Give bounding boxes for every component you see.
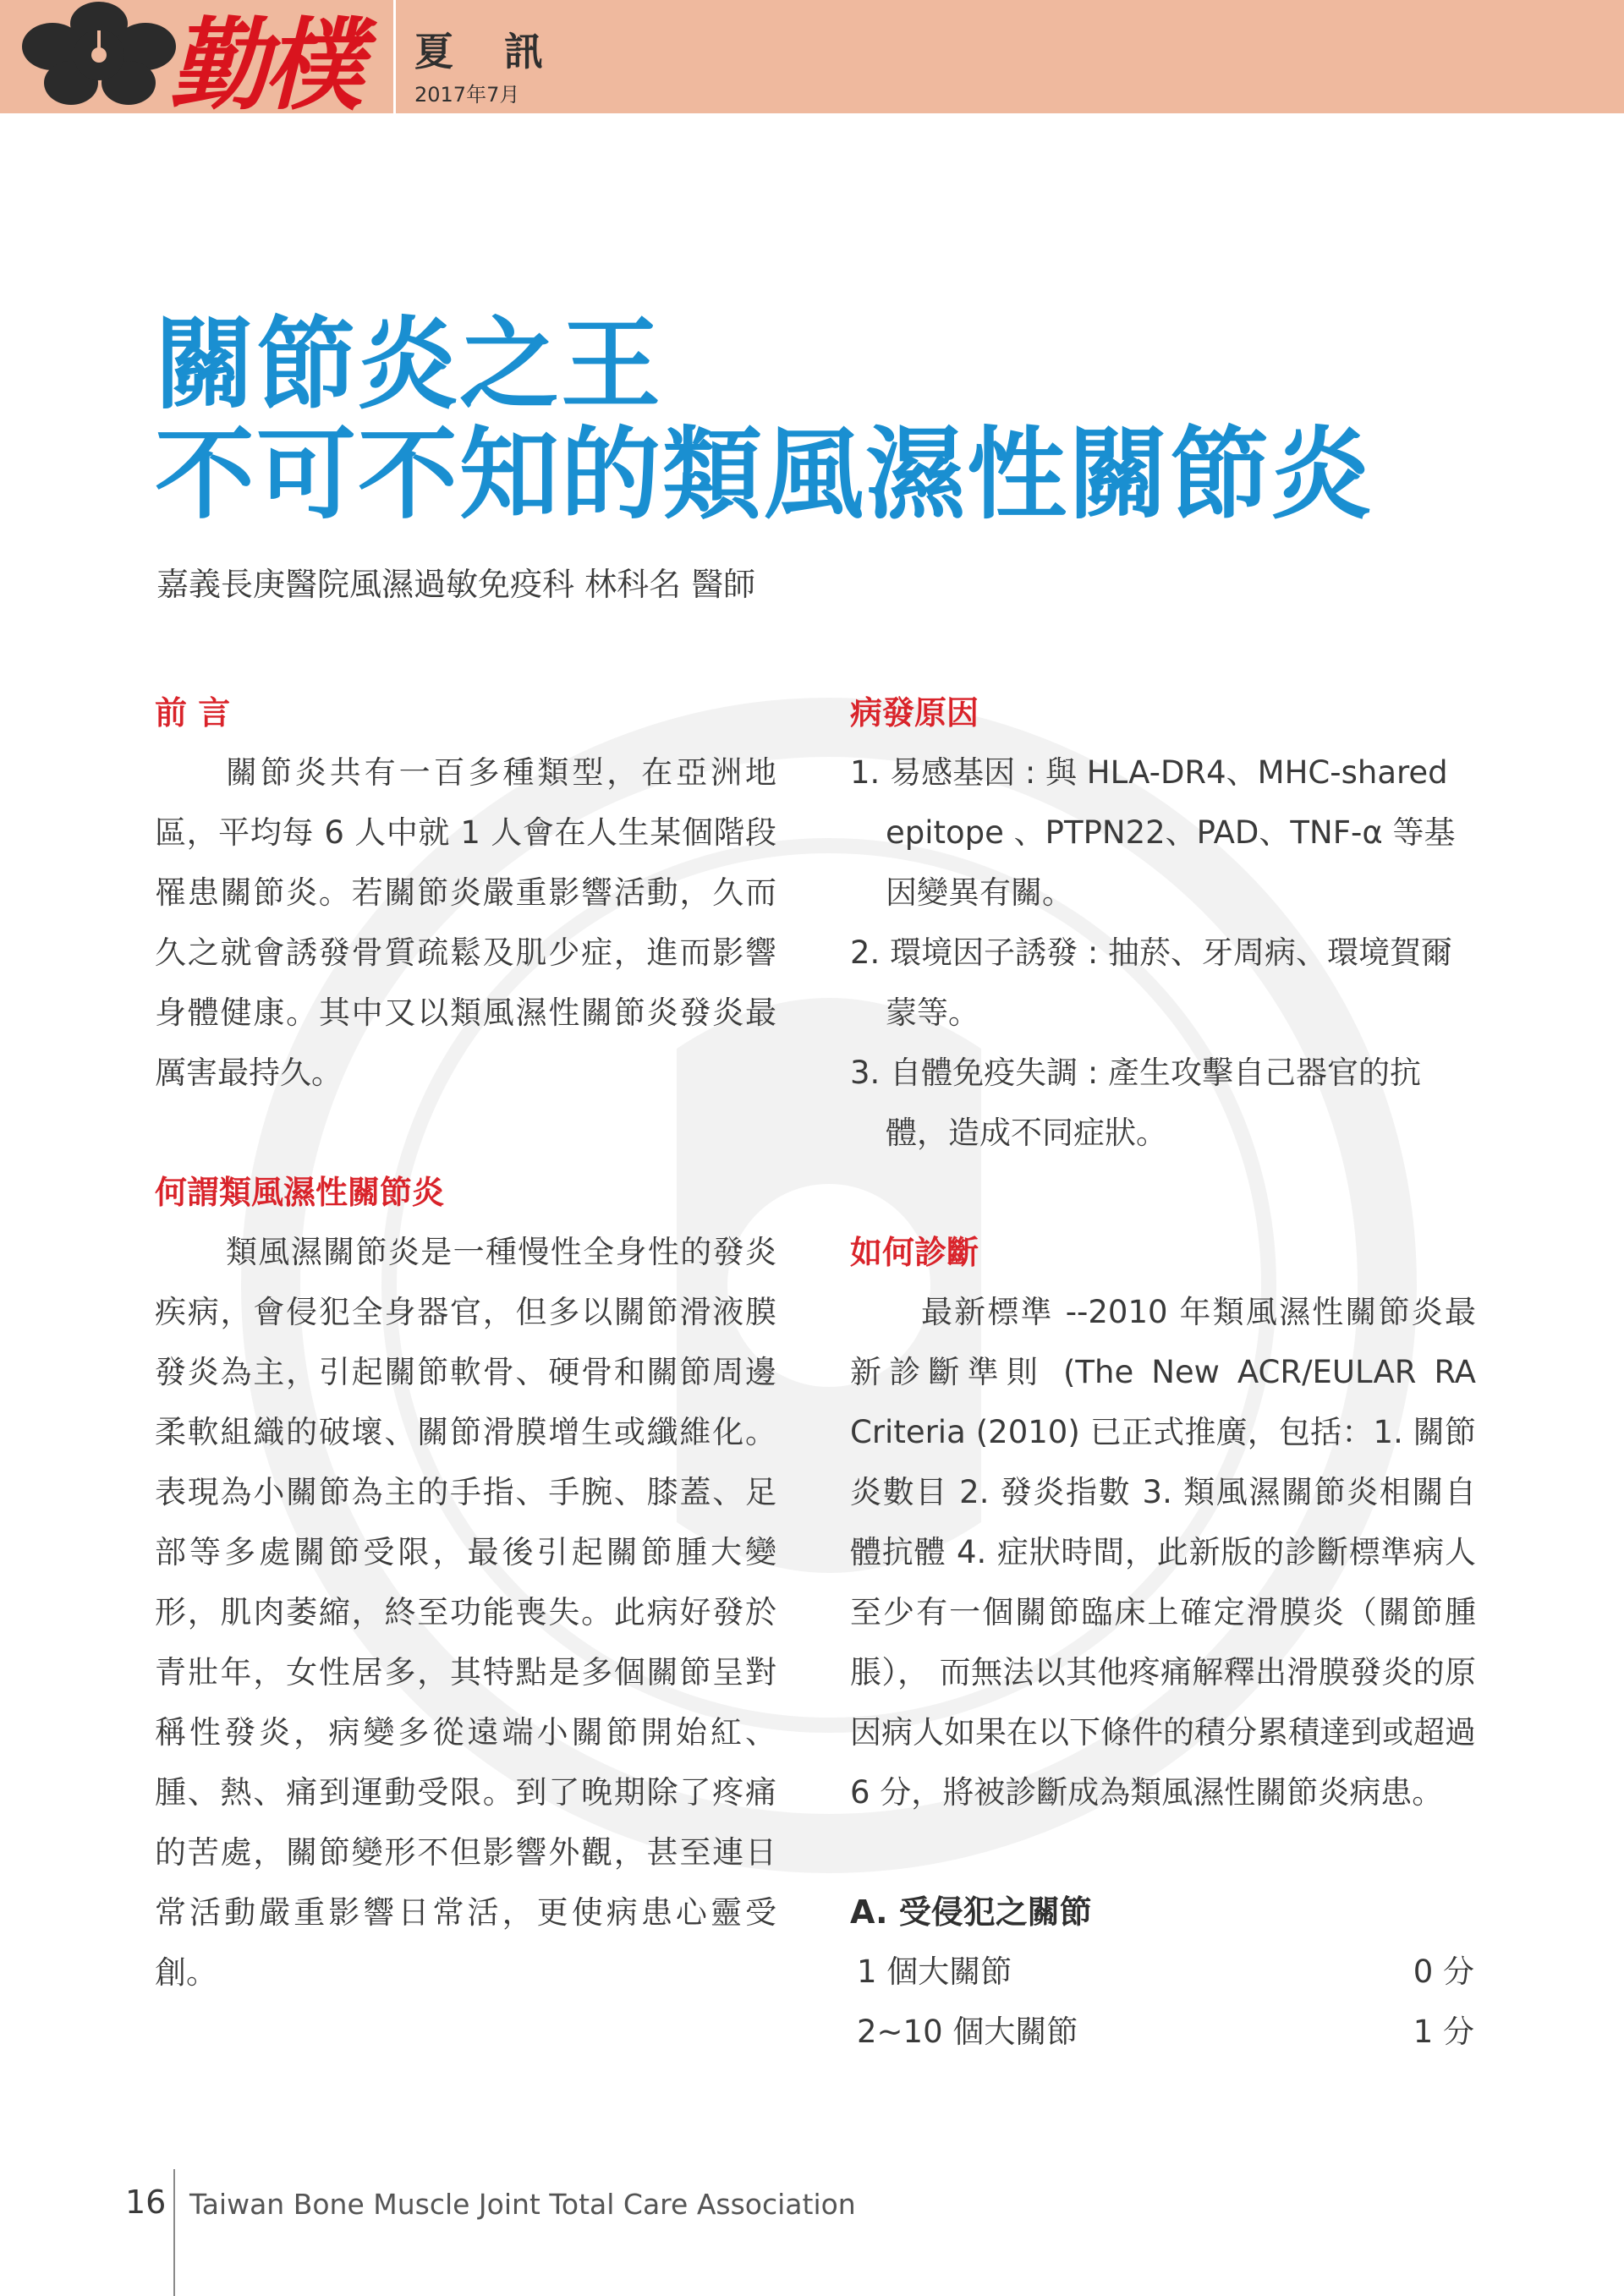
header-divider: [393, 0, 396, 113]
section-heading-intro: 前 言: [155, 694, 231, 732]
magazine-logo: [19, 0, 391, 148]
right-column: [850, 683, 1476, 2062]
list-item: 1. 易感基因 : 與 HLA-DR4、MHC-shared epitope 、PTPN22、PAD、TNF-α 等基因變異有關。: [850, 754, 1456, 911]
criteria-label: 2~10 個大關節: [857, 2014, 1078, 2050]
section-heading-diagnosis: 如何診斷: [850, 1234, 979, 1271]
causes-list: [850, 743, 1476, 1163]
logo-text: 勤樸: [169, 6, 359, 123]
criteria-label: 1 個大關節: [857, 1954, 1012, 1990]
list-item: 3. 自體免疫失調 : 產生攻擊自己器官的抗體，造成不同症狀。: [850, 1055, 1422, 1151]
article-author: 嘉義長庚醫院風濕過敏免疫科 林科名 醫師: [156, 566, 756, 603]
section-heading-what-is-ra: 何謂類風濕性關節炎: [155, 1174, 445, 1211]
footer-divider: [173, 2169, 175, 2296]
page-number: 16: [125, 2184, 167, 2221]
footer-association: Taiwan Bone Muscle Joint Total Care Association: [189, 2188, 856, 2221]
hibiscus-icon: [19, 0, 179, 110]
what-is-ra-paragraph: 類風濕關節炎是一種慢性全身性的發炎疾病，會侵犯全身器官，但多以關節滑液膜發炎為主，引起關節軟骨、硬骨和關節周邊柔軟組織的破壞、關節滑膜增生或纖維化。表現為小關節為主的手指、手腕、膝蓋、足部等多處關節受限，最後引起關節腫大變形，肌肉萎縮，終至功能喪失。此病好發於青壯年，女性居多，其特點是多個關節呈對稱性發炎，病變多從遠端小關節開始紅、腫、熱、痛到運動受限。到了晚期除了疼痛的苦處，關節變形不但影響外觀，甚至連日常活動嚴重影響日常活，更使病患心靈受創。: [155, 1234, 776, 1991]
criteria-score: 1 分: [1413, 2014, 1474, 2050]
criteria-score: 0 分: [1413, 1954, 1474, 1990]
list-item: 2. 環境因子誘發 : 抽菸、牙周病、環境賀爾蒙等。: [850, 934, 1453, 1031]
section-heading-causes: 病發原因: [850, 694, 979, 732]
article-title-line1: 關節炎之王: [155, 306, 663, 423]
issue-date: 2017年7月: [414, 83, 520, 107]
issue-title: 夏 訊: [414, 29, 562, 74]
criteria-row: [850, 2002, 1476, 2062]
criteria-row: [850, 1942, 1476, 2002]
intro-paragraph: 關節炎共有一百多種類型，在亞洲地區，平均每 6 人中就 1 人會在人生某個階段罹患關節炎。若關節炎嚴重影響活動，久而久之就會誘發骨質疏鬆及肌少症，進而影響身體健康。其中又以類風濕性關節炎發炎最厲害最持久。: [155, 754, 776, 1091]
left-column: [155, 683, 776, 2003]
diagnosis-paragraph: 最新標準 --2010 年類風濕性關節炎最新診斷準則 (The New ACR/EULAR RA Criteria (2010) 已正式推廣，包括：1. 關節炎數目 2. 發炎指數 3. 類風濕關節炎相關自體抗體 4. 症狀時間，此新版的診斷標準病人至少有一個關節臨床上確定滑膜炎（關節腫脹）， 而無法以其他疼痛解釋出滑膜發炎的原因病人如果在以下條件的積分累積達到或超過 6 分，將被診斷成為類風濕性關節炎病患。: [850, 1294, 1476, 1811]
criteria-heading: A. 受侵犯之關節: [850, 1893, 1092, 1931]
article-title-line2: 不可不知的類風濕性關節炎: [155, 416, 1374, 533]
